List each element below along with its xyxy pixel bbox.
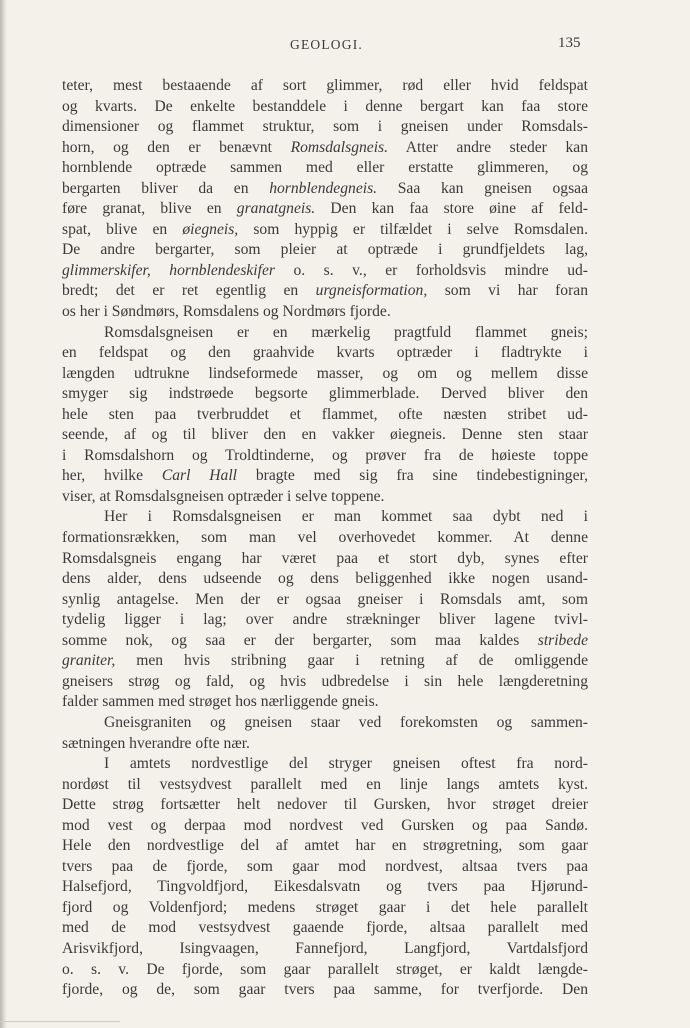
text-line <box>62 384 588 405</box>
text-line <box>62 877 588 898</box>
text-run: Hele den nordvestlige del af amtet har en strøgretning, som gaar <box>62 837 588 855</box>
text-run: formationsrækken, som man vel overhovedet kommer. At denne <box>62 529 588 547</box>
text-run: os her i Søndmørs, Romsdalens og Nordmørs fjorde. <box>62 303 391 321</box>
text-line <box>62 651 588 672</box>
text-run: som vi har foran <box>427 282 588 300</box>
text-run: en feldspat og den graahvide kvarts optræder i fladtrykte i <box>62 344 588 362</box>
text-run: dens alder, dens udseende og dens beliggenhed ikke nogen usand- <box>62 570 588 588</box>
text-line <box>62 507 588 528</box>
text-run: men hvis stribning gaar i retning af de omliggende <box>115 652 588 670</box>
text-run: tydelig ligger i lag; over andre strækninger bliver lagene tvivl- <box>62 611 588 629</box>
text-run: som hyppig er tilfældet i selve Romsdalen. <box>238 220 588 238</box>
text-run: spat, blive en <box>62 220 183 238</box>
text-run: med de mod vestsydvest gaaende fjorde, altsaa parallelt med <box>62 919 588 937</box>
text-line <box>62 672 588 693</box>
italic-term: Carl Hall <box>161 467 237 485</box>
italic-term: stribede <box>537 631 588 649</box>
text-line <box>62 549 588 570</box>
text-run: hele sten paa tverbruddet et flammet, ofte næsten stribet ud- <box>62 405 588 423</box>
text-line <box>62 199 588 220</box>
text-run: seende, af og til bliver den en vakker øiegneis. Denne sten staar <box>62 426 588 444</box>
text-run: Romsdalsgneisen er en mærkelig pragtfuld flammet gneis; <box>104 323 588 341</box>
text-line <box>62 692 588 713</box>
text-run: bragte med sig fra sine tindebestigninger, <box>237 467 588 485</box>
text-line <box>62 631 588 652</box>
text-run: Atter andre steder kan <box>388 138 588 156</box>
text-line <box>62 281 588 302</box>
text-run: Arisvikfjord, Isingvaagen, Fannefjord, Langfjord, Vartdalsfjord <box>62 939 588 957</box>
text-line <box>62 158 588 179</box>
text-line <box>62 795 588 816</box>
text-run: Den kan faa store øine af feld- <box>315 200 588 218</box>
text-line <box>62 302 588 323</box>
text-line <box>62 343 588 364</box>
text-line <box>62 138 588 159</box>
text-run: og kvarts. De enkelte bestanddele i denne bergart kan faa store <box>62 97 588 115</box>
text-run: sætningen hverandre ofte nær. <box>62 734 250 752</box>
text-run: Romsdalsgneis engang har været paa et stort dyb, synes efter <box>62 549 588 567</box>
page-edge-shadow <box>0 0 7 1028</box>
text-run: Dette strøg fortsætter helt nedover til Gursken, hvor strøget dreier <box>62 796 588 814</box>
text-line <box>62 220 588 241</box>
text-run: dimensioner og flammet struktur, som i gneisen under Romsdals- <box>62 118 588 136</box>
text-run: i Romsdalshorn og Troldtinderne, og prøver fra de høieste toppe <box>62 446 588 464</box>
text-line <box>62 960 588 981</box>
running-title: GEOLOGI. <box>290 37 363 52</box>
text-run: fjorde, og de, som gaar tvers paa samme, for tverfjorde. Den <box>62 981 588 999</box>
text-run: her, hvilke <box>62 467 162 485</box>
text-line <box>62 364 588 385</box>
text-run: bergarten bliver da en <box>62 179 270 197</box>
text-run: mod vest og derpaa mod nordvest ved Gursken og paa Sandø. <box>62 816 588 834</box>
page-number: 135 <box>558 35 581 51</box>
italic-term: øiegneis, <box>182 220 239 238</box>
text-line <box>62 734 588 755</box>
text-line <box>62 857 588 878</box>
text-line <box>62 569 588 590</box>
text-run: teter, mest bestaaende af sort glimmer, rød eller hvid feldspat <box>62 77 588 94</box>
text-line <box>62 487 588 508</box>
text-run: Gneisgraniten og gneisen staar ved forekomsten og sammen- <box>104 713 588 731</box>
text-line <box>62 754 588 775</box>
italic-term: hornblendegneis. <box>269 179 378 197</box>
page-header <box>0 37 690 59</box>
bottom-edge-line <box>0 1021 120 1022</box>
italic-term: glimmerskifer, hornblendeskifer <box>62 261 275 279</box>
text-run: Her i Romsdalsgneisen er man kommet saa dybt ned i <box>104 508 588 526</box>
text-run: o. s. v. De fjorde, som gaar parallelt strøget, er kaldt længde- <box>62 960 588 978</box>
text-line <box>62 528 588 549</box>
text-run: o. s. v., er forholdsvis mindre ud- <box>274 261 588 279</box>
text-line <box>62 918 588 939</box>
text-line <box>62 775 588 796</box>
text-run: synlig antagelse. Men der er ogsaa gneiser i Romsdals amt, som <box>62 590 588 608</box>
text-run: horn, og den er benævnt <box>62 138 291 156</box>
text-run: tvers paa de fjorde, som gaar mod nordvest, altsaa tvers paa <box>62 857 588 875</box>
text-run: viser, at Romsdalsgneisen optræder i selve toppene. <box>62 487 385 505</box>
text-run: bredt; det er ret egentlig en <box>62 282 316 300</box>
text-run: somme nok, og saa er der bergarter, som maa kaldes <box>62 631 538 649</box>
text-run: Saa kan gneisen ogsaa <box>377 179 588 197</box>
text-line <box>62 713 588 734</box>
text-run: føre granat, blive en <box>62 200 237 218</box>
text-line <box>62 590 588 611</box>
text-run: smyger sig indstrøede begsorte glimmerblade. Derved bliver den <box>62 385 588 403</box>
text-run: De andre bergarter, som pleier at optræde i grundfjeldets lag, <box>62 241 588 259</box>
text-line <box>62 610 588 631</box>
text-line <box>62 980 588 1001</box>
text-run: Halsefjord, Tingvoldfjord, Eikesdalsvatn og tvers paa Hjørund- <box>62 878 588 896</box>
italic-term: graniter, <box>62 652 116 670</box>
text-line <box>62 323 588 344</box>
text-line <box>62 405 588 426</box>
italic-term: granatgneis. <box>236 200 316 218</box>
body-text <box>62 76 588 1001</box>
text-run: fjord og Voldenfjord; medens strøget gaar i det hele parallelt <box>62 898 588 916</box>
text-run: nordøst til vestsydvest parallelt med en linje langs amtets kyst. <box>62 775 588 793</box>
text-run: længden udtrukne lindseformede masser, og om og mellem disse <box>62 364 588 382</box>
text-line <box>62 836 588 857</box>
text-line <box>62 898 588 919</box>
italic-term: urgneisformation, <box>315 282 428 300</box>
text-line <box>62 816 588 837</box>
text-line <box>62 76 588 97</box>
text-run: gneisers strøg og fald, og hvis udbredelse i sin hele længderetning <box>62 672 588 690</box>
text-line <box>62 261 588 282</box>
text-run: I amtets nordvestlige del stryger gneisen oftest fra nord- <box>104 755 588 773</box>
text-run: hornblende optræde sammen med eller erstatte glimmeren, og <box>62 159 588 177</box>
italic-term: Romsdalsgneis. <box>290 138 389 156</box>
text-run: falder sammen med strøget hos nærliggende gneis. <box>62 693 379 711</box>
text-line <box>62 425 588 446</box>
text-line <box>62 97 588 118</box>
text-line <box>62 117 588 138</box>
text-line <box>62 179 588 200</box>
text-line <box>62 939 588 960</box>
text-line <box>62 240 588 261</box>
text-line <box>62 446 588 467</box>
text-line <box>62 466 588 487</box>
